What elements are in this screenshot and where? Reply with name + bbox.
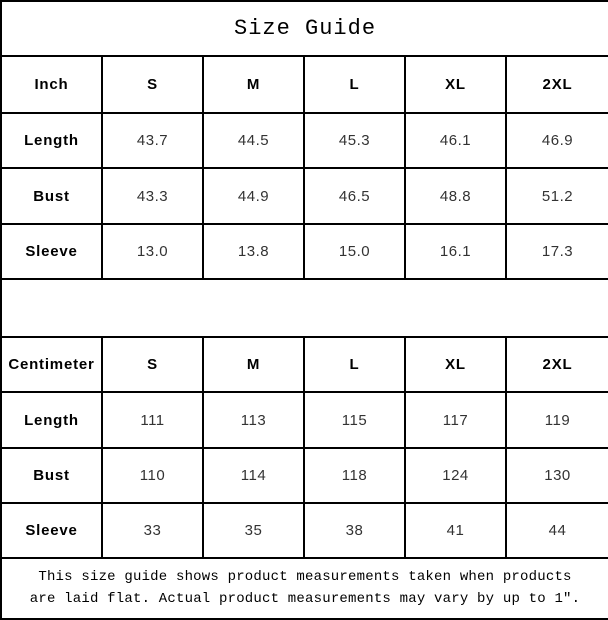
value-cell: 117 [405, 392, 506, 448]
cm-bust-row [1, 448, 608, 503]
value-cell: 44.5 [203, 113, 304, 168]
value-cell: 46.5 [304, 168, 405, 224]
inch-col-header-2xl: 2XL [506, 56, 608, 113]
inch-unit-header: Inch [1, 56, 102, 113]
value-cell: 13.8 [203, 224, 304, 279]
value-cell: 114 [203, 448, 304, 503]
centimeter-unit-header: Centimeter [1, 337, 102, 392]
footer-note [1, 558, 608, 619]
value-cell: 111 [102, 392, 203, 448]
value-cell: 124 [405, 448, 506, 503]
row-label-bust: Bust [1, 448, 102, 503]
cm-col-header-l: L [304, 337, 405, 392]
inch-header-row [1, 56, 608, 113]
value-cell: 110 [102, 448, 203, 503]
value-cell: 17.3 [506, 224, 608, 279]
value-cell: 48.8 [405, 168, 506, 224]
cm-col-header-2xl: 2XL [506, 337, 608, 392]
value-cell: 16.1 [405, 224, 506, 279]
inch-col-header-m: M [203, 56, 304, 113]
value-cell: 119 [506, 392, 608, 448]
value-cell: 43.7 [102, 113, 203, 168]
value-cell: 13.0 [102, 224, 203, 279]
footer-note-line1: This size guide shows product measurements taken when products [38, 568, 572, 585]
value-cell: 33 [102, 503, 203, 558]
cm-col-header-s: S [102, 337, 203, 392]
value-cell: 46.9 [506, 113, 608, 168]
value-cell: 46.1 [405, 113, 506, 168]
spacer-row [1, 279, 608, 337]
inch-sleeve-row [1, 224, 608, 279]
value-cell: 45.3 [304, 113, 405, 168]
centimeter-header-row [1, 337, 608, 392]
inch-col-header-l: L [304, 56, 405, 113]
row-label-bust: Bust [1, 168, 102, 224]
footer-row [1, 558, 608, 619]
title-row [1, 1, 608, 56]
row-label-length: Length [1, 113, 102, 168]
inch-col-header-s: S [102, 56, 203, 113]
spacer-cell [1, 279, 608, 337]
row-label-sleeve: Sleeve [1, 503, 102, 558]
inch-length-row [1, 113, 608, 168]
row-label-length: Length [1, 392, 102, 448]
cm-length-row [1, 392, 608, 448]
value-cell: 38 [304, 503, 405, 558]
value-cell: 35 [203, 503, 304, 558]
cm-sleeve-row [1, 503, 608, 558]
value-cell: 113 [203, 392, 304, 448]
value-cell: 51.2 [506, 168, 608, 224]
value-cell: 44.9 [203, 168, 304, 224]
footer-note-line2: are laid flat. Actual product measurements may vary by up to 1″. [29, 590, 581, 607]
inch-bust-row [1, 168, 608, 224]
cm-col-header-m: M [203, 337, 304, 392]
page-title: Size Guide [1, 1, 608, 56]
value-cell: 43.3 [102, 168, 203, 224]
value-cell: 130 [506, 448, 608, 503]
value-cell: 118 [304, 448, 405, 503]
value-cell: 41 [405, 503, 506, 558]
row-label-sleeve: Sleeve [1, 224, 102, 279]
inch-col-header-xl: XL [405, 56, 506, 113]
value-cell: 44 [506, 503, 608, 558]
value-cell: 15.0 [304, 224, 405, 279]
value-cell: 115 [304, 392, 405, 448]
cm-col-header-xl: XL [405, 337, 506, 392]
